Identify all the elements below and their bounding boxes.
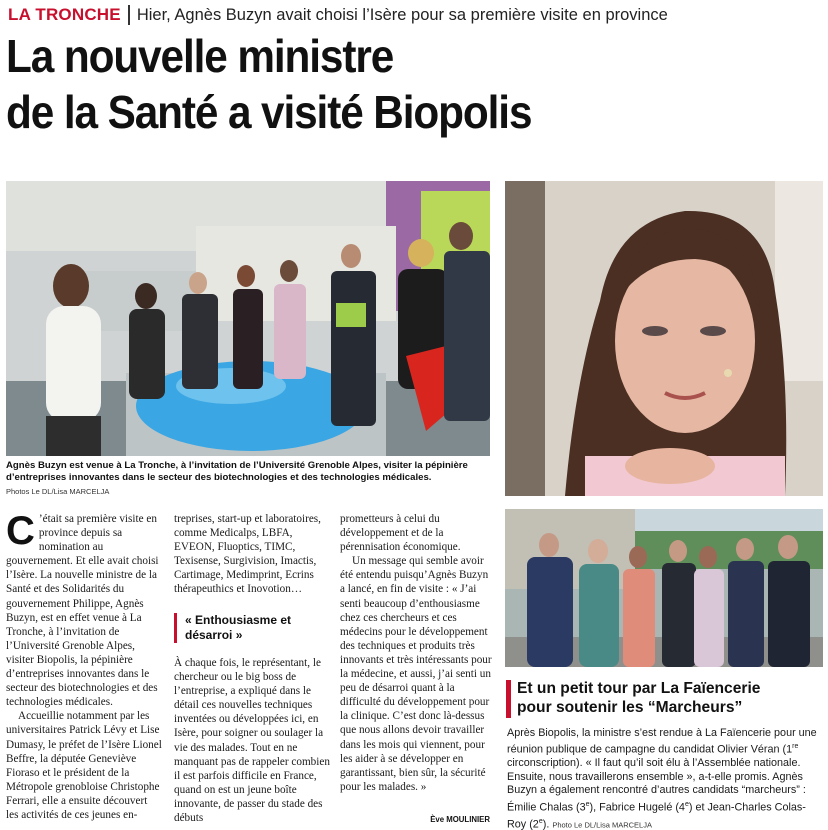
sidebar-sup-2: e: [585, 800, 590, 808]
kicker-intro: Hier, Agnès Buzyn avait choisi l’Isère pour sa première visite en province: [136, 5, 668, 24]
group-photo: [505, 509, 823, 667]
subheading: « Enthousiasme et désarroi »: [174, 613, 332, 643]
kicker-line: [8, 4, 668, 26]
main-photo-caption: Agnès Buzyn est venue à La Tronche, à l’invitation de l’Université Grenoble Alpes, visiter la pépinière d’entreprises innovantes dans le secteur des biotechnologies et des technologies médicales.: [6, 460, 468, 483]
headline-line-1: La nouvelle ministre: [6, 30, 394, 82]
article-paragraph-6: Un message qui semble avoir été entendu puisqu’Agnès Buzyn a lancé, en fin de visite : « J’ai senti beaucoup d’enthousiasme chez ces chercheurs et ces médecins pour le développement des techniques et produits très innovants et très intéressants pour la médecine, et aussi, j’ai senti un peu de désarroi quant à la difficulté du développement pour la clinique. C’est donc là-dessus que nous allons devoir travailler dans les mois qui viennent, pour les aider à se développer en garantissant, bien sûr, la sécurité pour les malades. »: [340, 555, 492, 793]
article-paragraph-4: À chaque fois, le représentant, le chercheur ou le big boss de l’entreprise, a expliqué dans le détail ces nouvelles techniques inventées ou développées ici, en Isère, pour soigner ou soulager la vie des malades. Tout en ne manquant pas de rappeler combien il est parfois difficile en France, quand on est un jeune boîte innovante, de passer du stade des débuts: [174, 657, 330, 825]
sidebar-title-line-1: Et un petit tour par La Faïencerie: [517, 680, 761, 697]
sidebar-accent-bar: [506, 680, 511, 718]
article-column-2: [174, 512, 330, 597]
article-text-1: ’était sa première visite en province depuis sa nomination au gouvernement. Et elle avait choisi l’Isère. La nouvelle ministre de la Santé et des Solidarités du gouvernement Philippe, Agnès Buzyn, est en effet venue à La Tronche, à l’invitation de l’Université Grenoble Alpes, visiter Biopolis, la pépinière d’entreprises innovantes dans le secteur des biotechnologies et des technologies médicales.: [6, 513, 159, 709]
group-photo-credit: Photo Le DL/Lisa MARCELJA: [552, 820, 652, 830]
article-paragraph-1: [6, 509, 162, 709]
sidebar-title-box: [506, 676, 822, 720]
location-label: LA TRONCHE: [8, 5, 121, 24]
sidebar-text-a: Après Biopolis, la ministre s’est rendue à La Faïencerie pour une réunion publique de campagne du candidat Olivier Véran (1: [507, 727, 817, 756]
sidebar-title-line-2: pour soutenir les “Marcheurs”: [517, 699, 743, 716]
sidebar-body: [507, 727, 823, 830]
article-column-2b: [174, 656, 330, 825]
sidebar-sup-3: e: [684, 800, 689, 808]
sidebar-text-d: ) et Jean-Charles Colas-Roy (2: [507, 801, 806, 830]
sidebar-sup-4: e: [538, 817, 543, 825]
article-paragraph-2: Accueillie notamment par les universitaires Patrick Lévy et Lise Dumasy, le préfet de l’Isère Lionel Beffre, la députée Geneviève Fioraso et le président de la Métropole grenobloise Christophe Ferrari, elle a ensuite découvert les activités de ces jeunes en-: [6, 710, 162, 821]
main-photo-credit: Photos Le DL/Lisa MARCELJA: [6, 487, 110, 496]
sidebar-title: [517, 679, 760, 717]
main-photo: [6, 181, 490, 456]
article-column-1: [6, 509, 162, 822]
headline-line-2: de la Santé a visité Biopolis: [6, 86, 532, 138]
kicker-separator: [128, 5, 130, 25]
sidebar-text-c: ), Fabrice Hugelé (4: [589, 801, 685, 814]
author-signature: Ève MOULINIER: [430, 815, 490, 824]
sidebar-text-b: circonscription). « Il faut qu’il soit élu à l’Assemblée nationale. Ensuite, nous travaillerons ensemble », a-t-elle promis. Agnès Buzyn a également rencontré d’autres candidats “marcheurs” : Émilie Chalas (3: [507, 757, 806, 814]
sidebar-text-e: ).: [542, 818, 550, 830]
drop-cap: C: [6, 509, 35, 553]
sidebar-sup-1: re: [792, 743, 799, 751]
article-paragraph-3: treprises, start-up et laboratoires, comme Medicalps, LBFA, EVEON, Fluoptics, TIMC, Texisense, Surgivision, Imactis, Cartimage, Medimprint, Ecrins thérapeuthics et Inovotion…: [174, 513, 321, 596]
article-paragraph-5: prometteurs à celui du développement et de la pérennisation économique.: [340, 513, 461, 554]
headline: [6, 28, 531, 140]
portrait-photo: [505, 181, 823, 496]
article-column-3: [340, 512, 492, 794]
